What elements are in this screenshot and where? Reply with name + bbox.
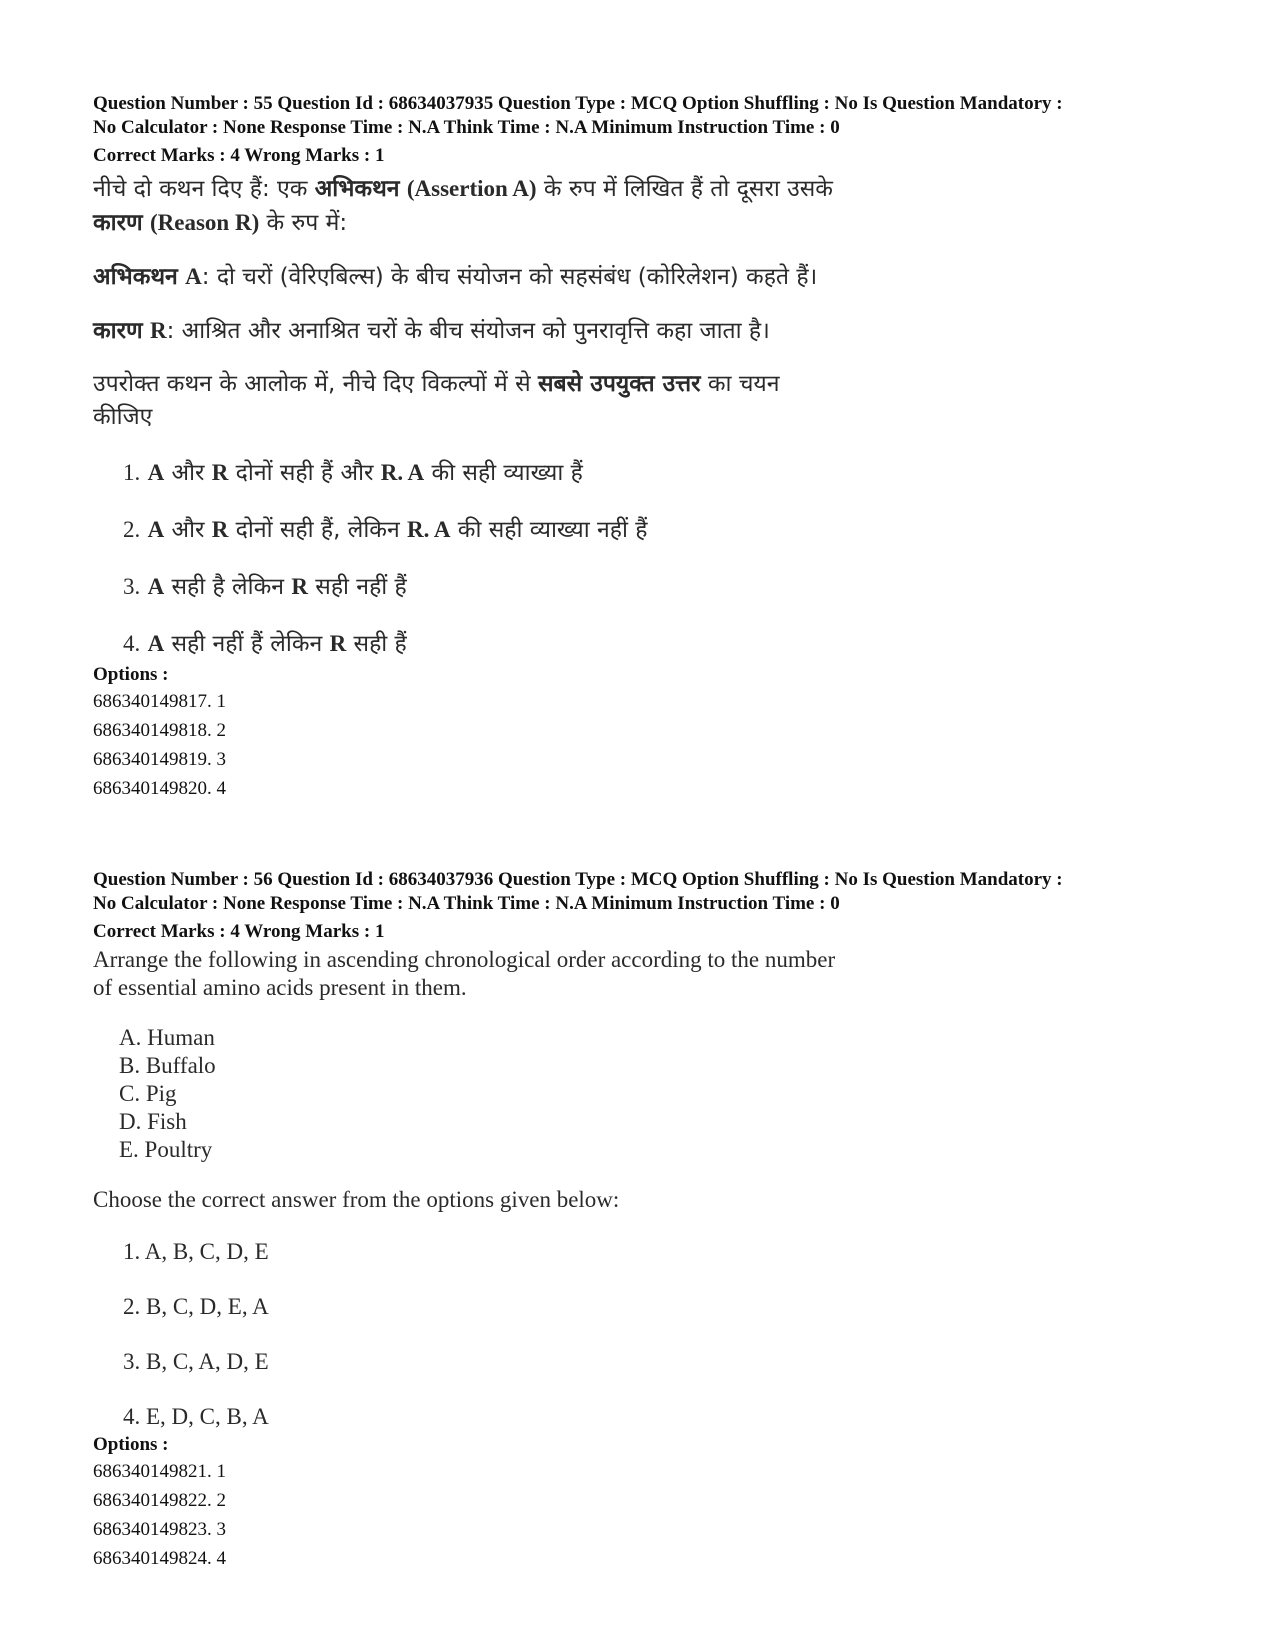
intro-text-d: के रुप में लिखित हैं तो दूसरा उसके	[543, 176, 833, 202]
reason-letter: R	[149, 318, 167, 343]
intro-assertion-en: (Assertion A)	[406, 176, 537, 201]
stem-line: Arrange the following in ascending chronological order according to the number	[93, 947, 836, 972]
question-header-line2: No Calculator : None Response Time : N.A Think Time : N.A Minimum Instruction Time : 0	[93, 893, 840, 914]
intro-text-g: के रुप में:	[266, 210, 348, 236]
option-id: 686340149824. 4	[93, 1548, 226, 1569]
choice-number: 1.	[123, 460, 141, 485]
assertion-text: : दो चरों (वेरिएबिल्स) के बीच संयोजन को सहसंबंध (कोरिलेशन) कहते हैं।	[201, 264, 818, 290]
answer-choice	[123, 627, 1193, 661]
list-item: C. Pig	[119, 1081, 177, 1106]
stem-line: of essential amino acids present in them.	[93, 975, 467, 1000]
option-id: 686340149819. 3	[93, 749, 226, 770]
choice-part-r: R	[211, 460, 229, 485]
question-header-line1: Question Number : 56 Question Id : 68634037936 Question Type : MCQ Option Shuffling : No Is Question Mandatory :	[93, 869, 1063, 890]
list-item: D. Fish	[119, 1109, 187, 1134]
choice-part: और	[164, 517, 212, 543]
question-marks: Correct Marks : 4 Wrong Marks : 1	[93, 145, 385, 166]
answer-choices	[123, 1238, 1193, 1431]
option-id: 686340149822. 2	[93, 1490, 226, 1511]
options-label: Options :	[93, 1434, 169, 1455]
option-id: 686340149818. 2	[93, 720, 226, 741]
intro-assertion-word: अभिकथन	[314, 176, 400, 202]
choice-part-a: A	[147, 631, 165, 656]
question-56	[93, 868, 1193, 1573]
choice-part: सही है लेकिन	[164, 574, 292, 600]
option-id: 686340149823. 3	[93, 1519, 226, 1540]
list-item: B. Buffalo	[119, 1053, 216, 1078]
choice-part: दोनों सही हैं, लेकिन	[228, 517, 408, 543]
choice-part: की सही व्याख्या नहीं हैं	[450, 517, 648, 543]
intro-reason-en: (Reason R)	[149, 210, 260, 235]
choice-part-a: A	[147, 460, 165, 485]
choice-number: 3.	[123, 574, 141, 599]
choice-part: और	[164, 460, 212, 486]
instruction-text-a: उपरोक्त कथन के आलोक में, नीचे दिए विकल्पों में से	[93, 371, 531, 397]
answer-choice: 2. B, C, D, E, A	[123, 1294, 269, 1319]
choice-part-r: R	[211, 517, 229, 542]
instruction-text-c: का चयन	[707, 371, 780, 397]
choose-instruction: Choose the correct answer from the options given below:	[93, 1187, 620, 1212]
answer-choices	[123, 456, 1193, 661]
option-id-list	[93, 687, 1193, 803]
options-label: Options :	[93, 664, 169, 685]
choice-part-a: A	[147, 574, 165, 599]
choice-part: दोनों सही हैं और	[228, 460, 381, 486]
question-stem	[93, 946, 1193, 1002]
choice-part: सही हैं	[346, 631, 407, 657]
answer-choice	[123, 570, 1193, 604]
assertion-label: अभिकथन	[93, 264, 178, 290]
choice-part: की सही व्याख्या हैं	[424, 460, 583, 486]
answer-choice	[123, 513, 1193, 547]
answer-choice: 4. E, D, C, B, A	[123, 1404, 269, 1429]
choice-part-ra: R. A	[407, 517, 451, 542]
choice-part-r: R	[291, 574, 308, 599]
choice-part-r: R	[329, 631, 347, 656]
question-header-line2: No Calculator : None Response Time : N.A Think Time : N.A Minimum Instruction Time : 0	[93, 117, 840, 138]
list-item: E. Poultry	[119, 1137, 213, 1162]
assertion-statement	[93, 260, 1193, 294]
answer-choice	[123, 456, 1193, 490]
choice-part-ra: R. A	[380, 460, 425, 485]
instruction-emphasis: सबसे उपयुक्त उत्तर	[537, 371, 701, 397]
intro-reason-word: कारण	[93, 210, 143, 236]
choice-number: 2.	[123, 517, 141, 542]
question-header-line1: Question Number : 55 Question Id : 68634037935 Question Type : MCQ Option Shuffling : No Is Question Mandatory :	[93, 93, 1063, 114]
option-id: 686340149821. 1	[93, 1461, 226, 1482]
question-55	[93, 92, 1193, 803]
intro-text-a: नीचे दो कथन दिए हैं: एक	[93, 176, 308, 202]
option-id: 686340149817. 1	[93, 691, 226, 712]
choice-number: 4.	[123, 631, 141, 656]
reason-text: : आश्रित और अनाश्रित चरों के बीच संयोजन को पुनरावृत्ति कहा जाता है।	[166, 318, 770, 344]
item-list	[119, 1024, 1193, 1164]
answer-choice: 1. A, B, C, D, E	[123, 1239, 269, 1264]
reason-statement	[93, 314, 1193, 348]
question-intro	[93, 172, 1193, 240]
list-item: A. Human	[119, 1025, 215, 1050]
answer-choice: 3. B, C, A, D, E	[123, 1349, 269, 1374]
choice-part: सही नहीं हैं लेकिन	[164, 631, 330, 657]
instruction-text-d: कीजिए	[93, 404, 153, 430]
option-id-list	[93, 1457, 1193, 1573]
assertion-letter: A	[185, 264, 202, 289]
instruction	[93, 368, 1193, 434]
question-marks: Correct Marks : 4 Wrong Marks : 1	[93, 921, 385, 942]
choice-part-a: A	[147, 517, 165, 542]
reason-label: कारण	[93, 318, 143, 344]
choice-part: सही नहीं हैं	[307, 574, 407, 600]
option-id: 686340149820. 4	[93, 778, 226, 799]
